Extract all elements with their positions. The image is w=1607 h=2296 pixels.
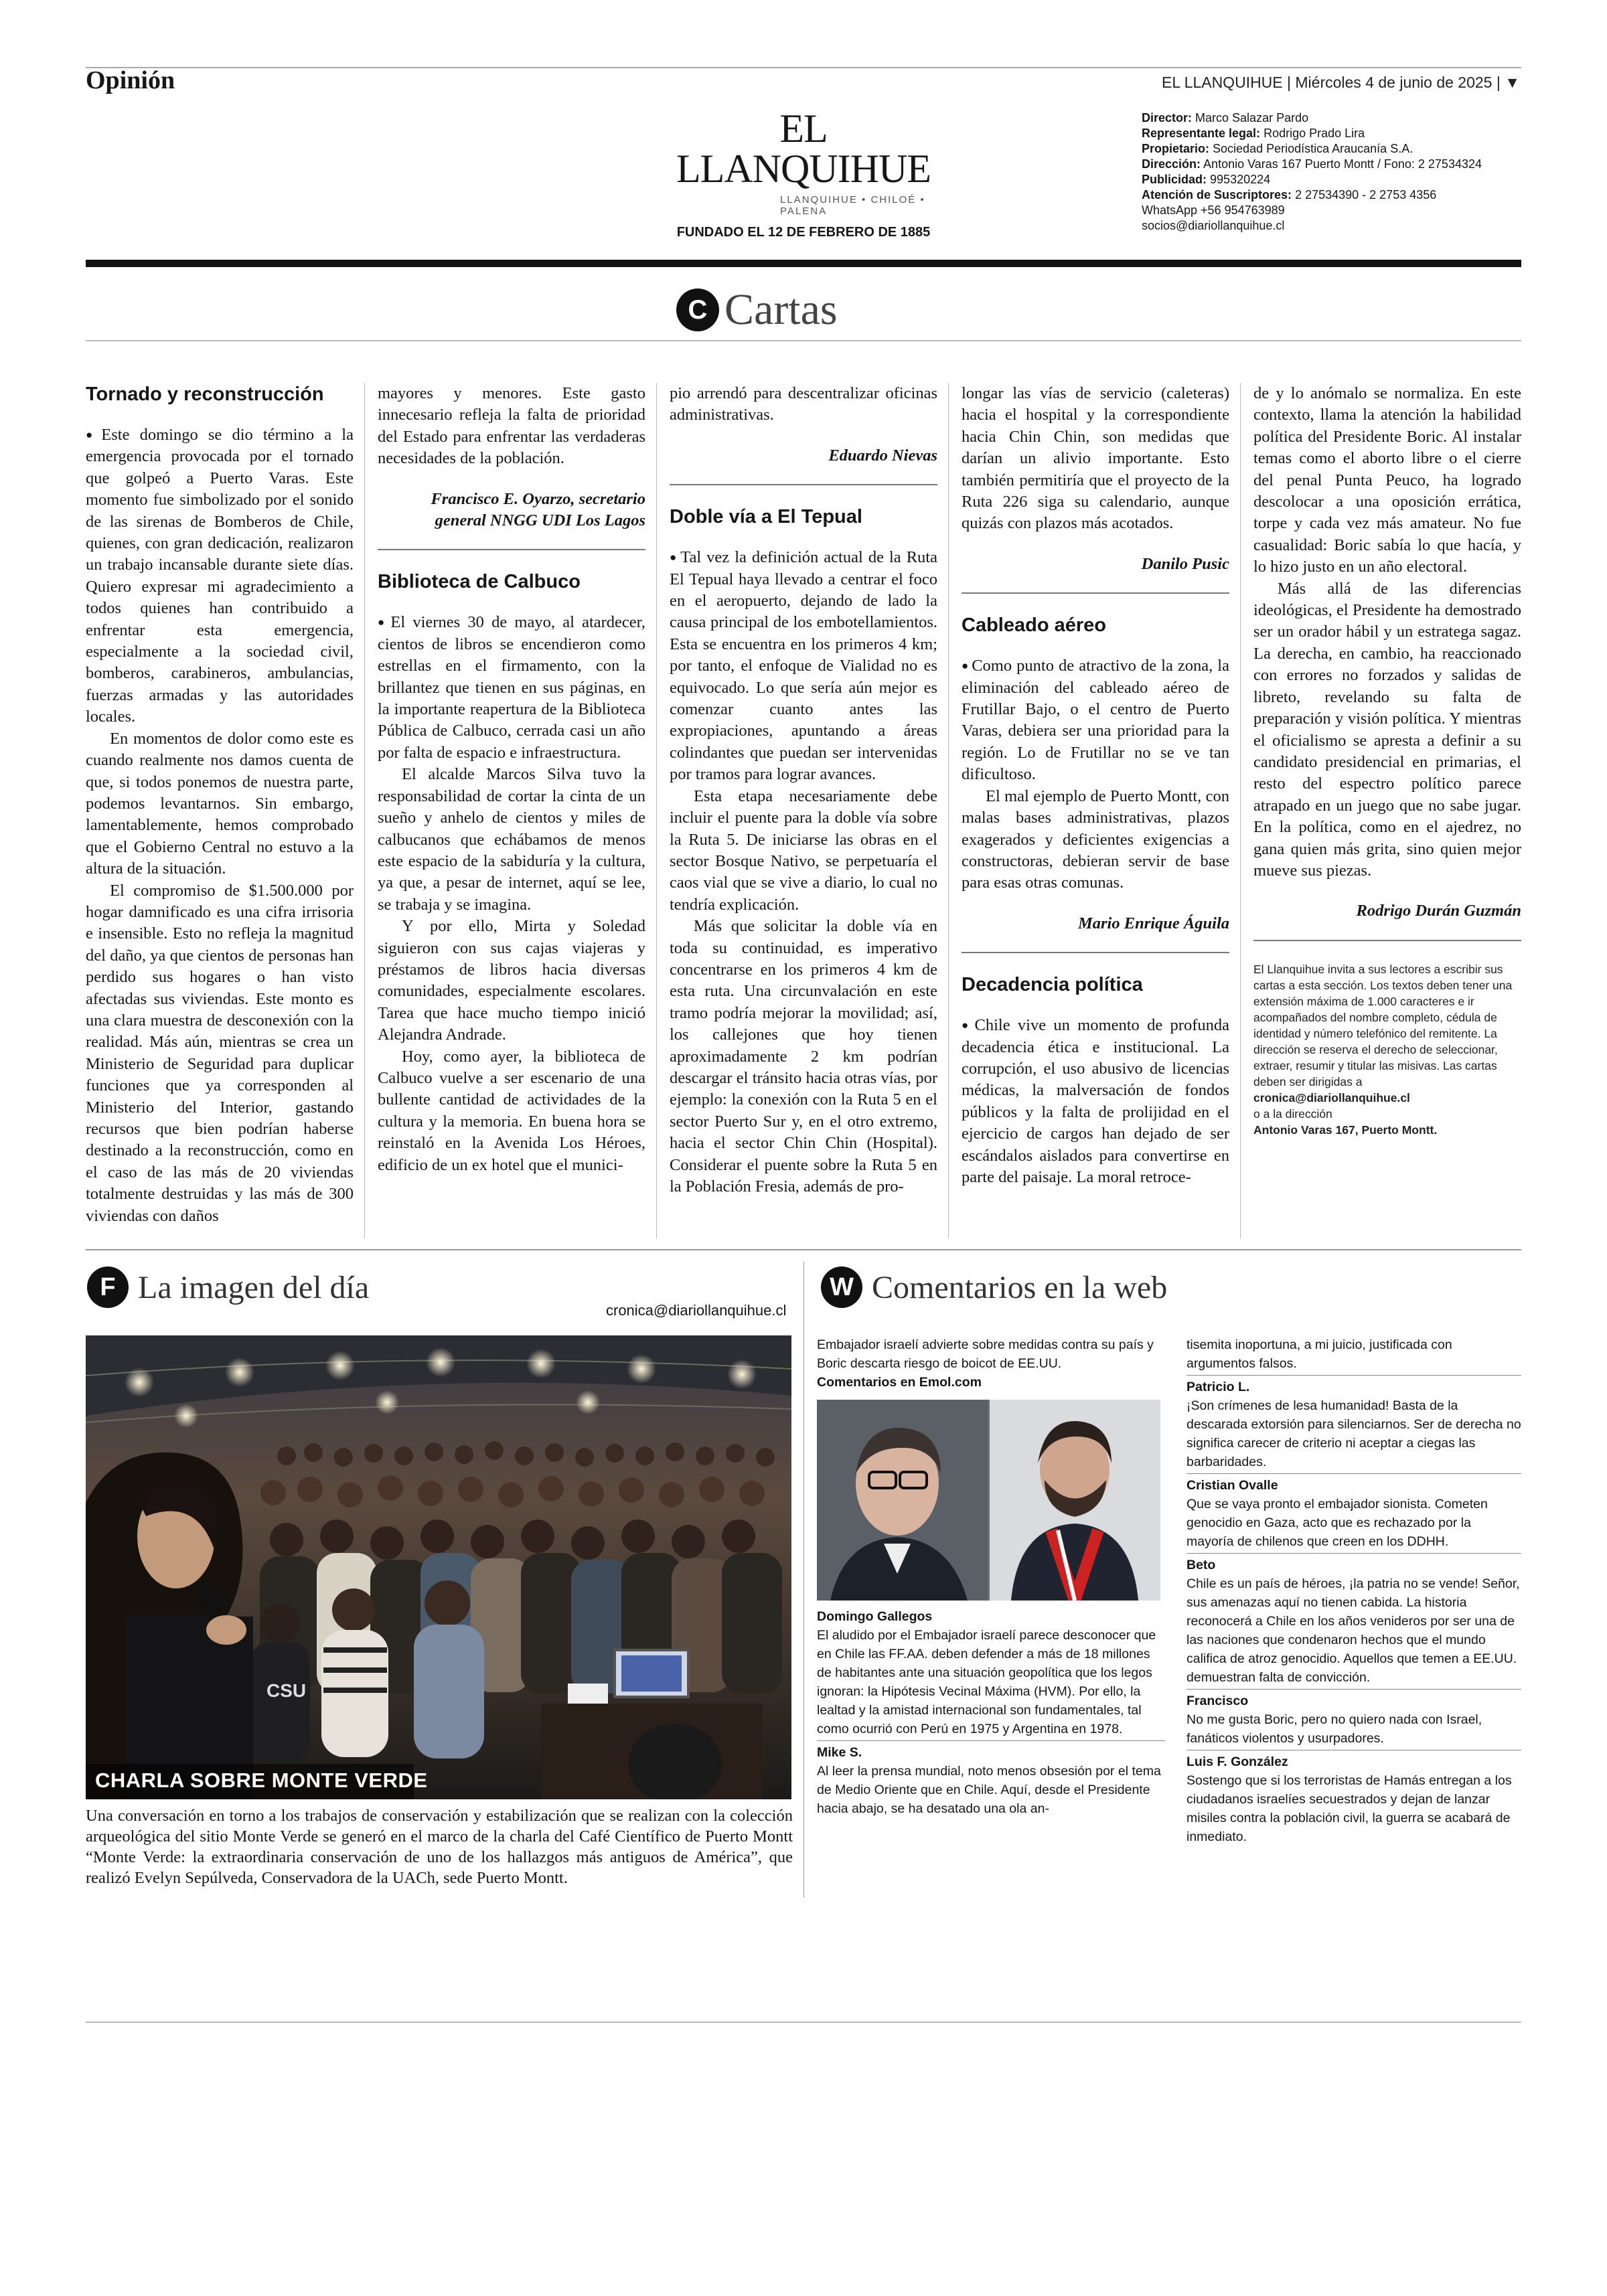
submission-note: El Llanquihue invita a sus lectores a escribir sus cartas a esta sección. Los textos deben tener una extensión máxima de 1.000 caracteres e ir acompañados del nombre completo, cédula de identidad y número telefónico del remitente. La dirección se reserva el derecho de seleccionar, extraer, resumir y titular las misivas. Las cartas deben ser dirigidas a cronica@diariollanquihue.cl o a la dirección Antonio Varas 167, Puerto Montt.	[1253, 962, 1513, 1137]
letter-paragraph: pio arrendó para descentralizar oficinas administrativas.	[670, 384, 937, 424]
letter-signature: Mario Enrique Águila	[1077, 914, 1229, 932]
letter-title: Tornado y reconstrucción	[86, 384, 324, 405]
staff-line: socios@diariollanquihue.cl	[1142, 219, 1285, 232]
letter-paragraph: Y por ello, Mirta y Soledad siguieron con sus cajas viajeras y préstamos de libros hacia diversas comunidades, especialmente escolares. Tarea que hace mucho tiempo inició Alejandra Andrade.	[378, 917, 645, 1044]
staff-line: WhatsApp +56 954763989	[1142, 203, 1285, 217]
masthead	[653, 108, 954, 240]
comment-author: Mike S.	[817, 1745, 862, 1760]
letter-separator	[1253, 940, 1521, 941]
letters-column-1	[86, 383, 354, 1227]
letter-paragraph: longar las vías de servicio (caleteras) hacia el hospital y la correspondiente hacia Chin Chin, son medidas que darían un alivio importante. Esto también permitiría que el proyecto de la Ruta 226 siga su calendario, aunque quizás con plazos más acotados.	[962, 384, 1229, 533]
staff-line: Director: Marco Salazar Pardo	[1142, 111, 1309, 125]
cartas-title: Cartas	[724, 285, 838, 334]
letter-paragraph: Hoy, como ayer, la biblioteca de Calbuco vuelve a ser escenario de una bullente cantidad de actividades de la cultura y la memoria. En buena hora se reinstaló en la Avenida Los Héroes, edificio de un ex hotel que el munici-	[378, 1047, 645, 1174]
image-email-link[interactable]: cronica@diariollanquihue.cl	[606, 1302, 787, 1319]
section-letter-icon: F	[87, 1266, 129, 1308]
section-letter-icon: W	[821, 1266, 862, 1308]
staff-line: Propietario: Sociedad Periodística Araucanía S.A.	[1142, 142, 1413, 155]
letters-column-2	[378, 383, 645, 1176]
web-comments-title: Comentarios en la web	[872, 1269, 1168, 1305]
image-of-day-title: La imagen del día	[138, 1269, 370, 1305]
letter-signature: Danilo Pusic	[1141, 554, 1229, 573]
staff-line: Representante legal: Rodrigo Prado Lira	[1142, 127, 1365, 140]
photo-label: CHARLA SOBRE MONTE VERDE	[95, 1769, 428, 1792]
comment-text: No me gusta Boric, pero no quiero nada con Israel, fanáticos violentos y usurpadores.	[1187, 1712, 1482, 1746]
letter-paragraph: ● Este domingo se dio término a la emergencia provocada por el tornado que golpeó a Puerto Varas. Este momento fue simbolizado por el sonido de las sirenas de Bomberos de Chile, quienes, con gran dedicación, realizaron un trabajo incansable durante siete días. Quiero expresar mi agradecimiento a todos quienes han contribuido a enfrentar esta emergencia, especialmente a la sociedad civil, bomberos, carabineros, ambulancias, fuerzas armadas y las autoridades locales.	[86, 424, 354, 728]
letters-column-5	[1253, 383, 1521, 1138]
letter-paragraph: Más allá de las diferencias ideológicas, el Presidente ha demostrado ser un orador hábil y un estratega sagaz. La derecha, en cambio, ha reaccionado con errores no forzados y salidas de libreto, revelando su falta de preparación y visión política. Y mientras el oficialismo se apresta a definir a su candidato presidencial en primarias, el resto del espectro político parece atrapado en un juego que no sabe jugar. En la política, como en el ajedrez, no gana quien más grita, sino quien mejor mueve sus piezas.	[1253, 579, 1521, 880]
letter-paragraph: El mal ejemplo de Puerto Montt, con malas bases administrativas, plazos exagerados y deficientes exigencias a constructoras, debieran servir de base para esas otras comunas.	[962, 787, 1229, 892]
comment-text: Sostengo que si los terroristas de Hamás entregan a los ciudadanos israelíes secuestrados y dejan de lanzar misiles contra la población civil, la guerra se acabará de inmediato.	[1187, 1773, 1512, 1844]
letter-paragraph: ● El viernes 30 de mayo, al atardecer, cientos de libros se encendieron como estrellas en el firmamento, con la brillantez que tienen en sus páginas, en la importante reapertura de la Biblioteca Pública de Calbuco, cerrada casi un año por falta de espacio e infraestructura.	[378, 612, 645, 764]
comment-author: Patricio L.	[1187, 1380, 1250, 1394]
letter-separator	[962, 952, 1229, 953]
dateline	[1162, 74, 1520, 92]
letter-title: Biblioteca de Calbuco	[378, 571, 581, 593]
letter-paragraph: ● Chile vive un momento de profunda decadencia ética e institucional. La corrupción, el uso abusivo de licencias médicas, la malversación de fondos públicos y la falta de prolijidad en el ejercicio de cargos han dejado de ser escándalos aislados para convertirse en parte del paisaje. La moral retroce-	[962, 1015, 1229, 1188]
letter-signature: Rodrigo Durán Guzmán	[1356, 902, 1521, 920]
twitter-icon[interactable]: ▼	[1505, 74, 1520, 91]
letter-paragraph: Esta etapa necesariamente debe incluir el puente para la doble vía sobre la Ruta 5. De iniciarse las obras en el sector Bosque Nativo, se perpetuaría el caos vial que se vive a diario, lo cual no tendría explicación.	[670, 787, 937, 914]
letter-separator	[670, 484, 937, 485]
letter-title: Decadencia política	[962, 974, 1143, 996]
staff-line: Dirección: Antonio Varas 167 Puerto Montt / Fono: 2 27534324	[1142, 157, 1482, 171]
comment-author: Domingo Gallegos	[817, 1609, 933, 1624]
letter-separator	[962, 592, 1229, 594]
comment-author: Beto	[1187, 1558, 1216, 1572]
comment-text: Al leer la prensa mundial, noto menos obsesión por el tema de Medio Oriente que en Chile. Aquí, desde el Presidente hacia abajo, se ha desatado una ola an-	[817, 1764, 1161, 1816]
letter-separator	[378, 549, 645, 550]
section-letter-icon: C	[676, 289, 719, 331]
dateline-text: EL LLANQUIHUE | Miércoles 4 de junio de 2025 |	[1161, 74, 1501, 91]
letter-title: Cableado aéreo	[962, 614, 1106, 637]
letter-paragraph: ● Tal vez la definición actual de la Ruta El Tepual haya llevado a centrar el foco en el aeropuerto, dejando de lado la causa principal de los embotellamientos. Esta se encuentra en los primeros 4 km; por tanto, el enfoque de Vialidad no es equivocado. Lo que sería aún mejor es comenzar cuanto antes las expropiaciones, apuntando a áreas colindantes que puedan ser intervenidas por tramos para lograr avances.	[670, 547, 937, 785]
photo-caption: Una conversación en torno a los trabajos de conservación y estabilización que se realizan con la colección arqueológica del sitio Monte Verde se generó en el marco de la charla del Café Científico de Puerto Montt “Monte Verde: la extraordinaria conservación de uno de los hallazgos más antiguos de América”, que realizó Evelyn Sepúlveda, Conservadora de la UACh, sede Puerto Montt.	[86, 1807, 793, 1887]
letter-title: Doble vía a El Tepual	[670, 506, 862, 528]
letter-paragraph: de y lo anómalo se normaliza. En este contexto, llama la atención la habilidad política del Presidente Boric. Al instalar temas como el aborto libre o el cierre del penal Punta Peuco, ha logrado descolocar a una oposición errática, torpe y cada vez más amateur. No fue casualidad: Boric sabía lo que hacía, y lo hizo justo en un año electoral.	[1253, 384, 1521, 576]
letter-paragraph: ● Como punto de atractivo de la zona, la eliminación del cableado aéreo de Frutillar Bajo, o el centro de Puerto Varas, debiera ser una prioridad para la región. Lo de Frutillar no se ve tan dificultoso.	[962, 655, 1229, 785]
article-photo	[817, 1400, 1160, 1601]
letter-paragraph: El compromiso de $1.500.000 por hogar damnificado es una cifra irrisoria e insensible. Esto no refleja la magnitud del daño, ya que cientos de personas han perdido sus hogares o han visto afectadas sus viviendas. Este monto es una clara muestra de desconexión con la realidad. Más aún, mientras se crea un Ministerio de Seguridad para duplicar funciones que ya corresponden al Ministerio del Interior, gastando recursos que bien podrían haberse destinado a la reconstrucción, como en el caso de las más de 20 viviendas totalmente destruidas y las más de 300 viviendas con daños	[86, 881, 354, 1225]
web-comments-left	[817, 1335, 1165, 1818]
staff-line: Publicidad: 995320224	[1142, 173, 1271, 186]
comment-author: Cristian Ovalle	[1187, 1478, 1278, 1493]
event-photo	[86, 1335, 791, 1799]
staff-line: Atención de Suscriptores: 2 27534390 - 2 2753 4356	[1142, 188, 1437, 201]
letters-column-3	[670, 383, 937, 1198]
comments-source: Comentarios en Emol.com	[817, 1375, 982, 1390]
section-label: Opinión	[86, 66, 175, 94]
letters-column-4	[962, 383, 1229, 1188]
comment-text: El aludido por el Embajador israelí parece desconocer que en Chile las FF.AA. deben defender a más de 18 millones de habitantes ante una situación geopolítica que los legos ignoran: la Hipótesis Vecinal Máxima (HVM). Por ello, la lealtad y la amistad internacional son fundamentales, tal como ocurrió con Perú en 1975 y Argentina en 1978.	[817, 1628, 1156, 1736]
letter-paragraph: mayores y menores. Este gasto innecesario refleja la falta de prioridad del Estado para enfrentar las verdaderas necesidades de la población.	[378, 384, 645, 468]
article-headline: Embajador israelí advierte sobre medidas contra su país y Boric descarta riesgo de boicot de EE.UU.	[817, 1337, 1154, 1371]
web-comments-heading	[821, 1266, 1167, 1308]
letter-paragraph: El alcalde Marcos Silva tuvo la responsabilidad de cortar la cinta de un sueño y anhelo de cientos y miles de calbucanos que echábamos de menos este espacio de la sabiduría y la cultura, ya que, a pesar de internet, aquí se lee, se trabaja y se imagina.	[378, 765, 645, 914]
masthead-subtitle: LLANQUIHUE • CHILOÉ • PALENA	[780, 194, 925, 217]
letter-signature: Eduardo Nievas	[828, 446, 937, 465]
comment-text: Chile es un país de héroes, ¡la patria no se vende! Señor, sus amenazas aquí no tienen cabida. La historia reconocerá a Chile en los años venideros por ser una de las naciones que condenaron hechos que el mundo califica de atroz genocidio. Aquellos que temen a EE.UU. demuestran falta de convicción.	[1187, 1576, 1520, 1685]
image-of-day-heading	[87, 1266, 369, 1308]
comment-author: Francisco	[1187, 1694, 1249, 1708]
svg-text:CSU: CSU	[266, 1680, 307, 1701]
comment-author: Luis F. González	[1187, 1754, 1288, 1769]
web-comments-right	[1187, 1335, 1521, 1846]
letter-signature: Francisco E. Oyarzo, secretario general NNGG UDI Los Lagos	[431, 489, 645, 530]
cartas-heading	[676, 286, 838, 333]
comment-text: Que se vaya pronto el embajador sionista. Cometen genocidio en Gaza, acto que es rechazado por la mayoría de chilenos que creen en los DDHH.	[1187, 1497, 1488, 1549]
header-divider	[86, 260, 1521, 267]
comment-text: ¡Son crímenes de lesa humanidad! Basta de la descarada extorsión para silenciarnos. Ser de derecha no significa carecer de criterio ni aceptar a ciegas las barbaridades.	[1187, 1398, 1521, 1469]
submission-email[interactable]: cronica@diariollanquihue.cl	[1253, 1090, 1410, 1104]
comment-text: tisemita inoportuna, a mi juicio, justificada con argumentos falsos.	[1187, 1337, 1452, 1371]
letter-paragraph: En momentos de dolor como este es cuando realmente nos damos cuenta de que, si todos ponemos de nuestra parte, podemos levantarnos. Sin embargo, lamentablemente, hemos comprobado que el Gobierno Central no estuvo a la altura de la situación.	[86, 729, 354, 878]
masthead-name: EL LLANQUIHUE	[676, 106, 931, 191]
letter-paragraph: Más que solicitar la doble vía en toda su continuidad, es imperativo concentrarse en los primeros 4 km de esta ruta. Una circunvalación en este tramo podría mejorar la movilidad; así, los callejones que hoy tienen aproximadamente 2 km podrían descargar el tránsito hacia otras vías, por ejemplo: la conexión con la Ruta 5 en el sector Puerto Sur y, en el otro extremo, hacia el sector Chin Chin (Hospital). Considerar el puente sobre la Ruta 5 en la Población Fresia, además de pro-	[670, 917, 937, 1196]
masthead-founded: FUNDADO EL 12 DE FEBRERO DE 1885	[676, 225, 931, 240]
staff-box	[1142, 110, 1482, 234]
